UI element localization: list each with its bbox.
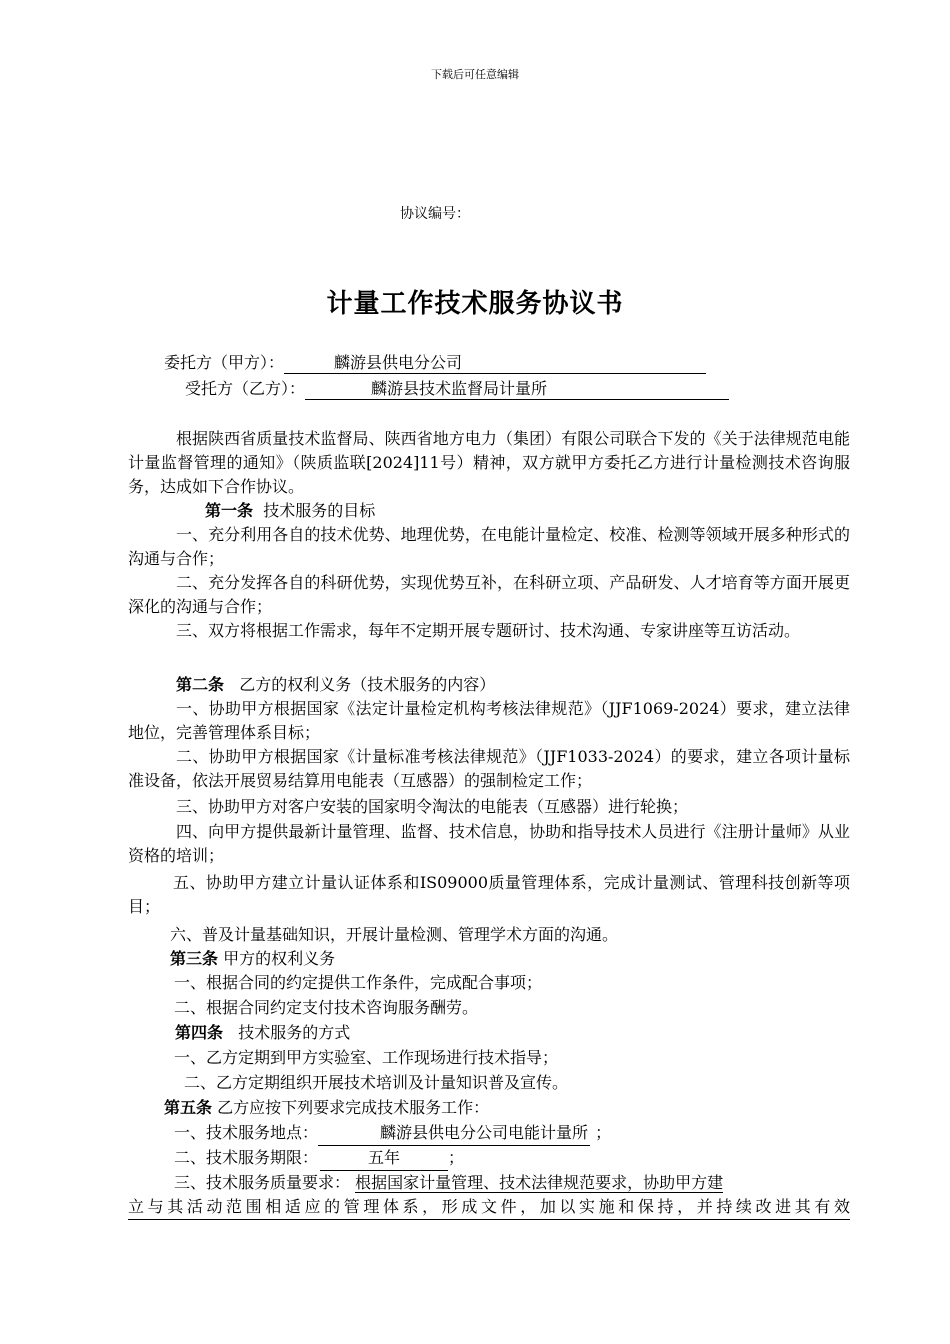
article-3-number: 第三条 — [170, 949, 219, 968]
article-4-item-1: 一、乙方定期到甲方实验室、工作现场进行技术指导； — [174, 1048, 559, 1067]
article-2-item-5: 五、协助甲方建立计量认证体系和IS09000质量管理体系，完成计量测试、管理科技创新等项目； — [128, 873, 850, 916]
article-2-title: 乙方的权利义务（技术服务的内容） — [239, 675, 496, 694]
article-1-item-3: 三、双方将根据工作需求，每年不定期开展专题研讨、技术沟通、专家讲座等互访活动。 — [176, 621, 801, 640]
article-2-item-4: 四、向甲方提供最新计量管理、监督、技术信息，协助和指导技术人员进行《注册计量师》从业资格的培训； — [128, 822, 850, 865]
service-period-label: 二、技术服务期限： — [174, 1148, 319, 1167]
service-quality-line-2 — [128, 1195, 850, 1220]
service-quality-line — [174, 1171, 723, 1195]
article-3-title: 甲方的权利义务 — [223, 949, 336, 968]
preamble-paragraph: 根据陕西省质量技术监督局、陕西省地方电力（集团）有限公司联合下发的《关于法律规范电能计量监督管理的通知》（陕质监联[2024]11号）精神，双方就甲方委托乙方进行计量检测技术咨询服务，达成如下合作协议。 — [128, 429, 850, 496]
article-4-heading — [175, 1021, 350, 1045]
article-2-number: 第二条 — [176, 675, 225, 694]
service-quality-value-2: 立与其活动范围相适应的管理体系，形成文件，加以实施和保持，并持续改进其有效 — [128, 1195, 850, 1220]
service-quality-label: 三、技术服务质量要求： — [174, 1173, 351, 1192]
article-1-number: 第一条 — [205, 501, 254, 520]
article-5-number: 第五条 — [164, 1098, 213, 1117]
article-2-heading — [176, 673, 495, 697]
party-a-value: 麟游县供电分公司 — [284, 353, 706, 374]
service-location-value: 麟游县供电分公司电能计量所 — [318, 1121, 590, 1146]
party-b-label: 受托方（乙方）： — [185, 379, 306, 398]
article-3-item-2: 二、根据合同约定支付技术咨询服务酬劳。 — [174, 998, 479, 1017]
service-period-value: 五年 — [320, 1146, 448, 1171]
article-2-item-1: 一、协助甲方根据国家《法定计量检定机构考核法律规范》（JJF1069-2024）要求，建立法律地位，完善管理体系目标； — [128, 699, 850, 742]
article-3-heading — [170, 947, 335, 971]
article-5-heading — [164, 1096, 489, 1120]
party-b-line — [185, 376, 729, 400]
article-1-heading — [205, 499, 375, 523]
service-location-label: 一、技术服务地点： — [174, 1123, 319, 1142]
service-period-line — [174, 1146, 464, 1171]
article-2-item-2: 二、协助甲方根据国家《计量标准考核法律规范》（JJF1033-2024）的要求，建立各项计量标准设备，依法开展贸易结算用电能表（互感器）的强制检定工作； — [128, 747, 850, 790]
service-quality-value-1: 根据国家计量管理、技术法律规范要求，协助甲方建 — [355, 1173, 724, 1192]
article-2-item-6: 六、普及计量基础知识，开展计量检测、管理学术方面的沟通。 — [170, 925, 619, 944]
article-1-item-1: 一、充分利用各自的技术优势、地理优势，在电能计量检定、校准、检测等领域开展多种形式的沟通与合作； — [128, 525, 850, 568]
header-note: 下载后可任意编辑 — [431, 68, 519, 81]
article-3-item-1: 一、根据合同的约定提供工作条件，完成配合事项； — [174, 973, 543, 992]
service-period-end: ； — [448, 1148, 465, 1167]
document-title: 计量工作技术服务协议书 — [326, 289, 624, 319]
article-4-item-2: 二、乙方定期组织开展技术培训及计量知识普及宣传。 — [184, 1073, 569, 1092]
service-location-end: ； — [595, 1123, 612, 1142]
article-2-item-3: 三、协助甲方对客户安装的国家明令淘汰的电能表（互感器）进行轮换； — [176, 797, 689, 816]
party-b-value: 麟游县技术监督局计量所 — [305, 379, 729, 400]
article-1-item-2: 二、充分发挥各自的科研优势，实现优势互补，在科研立项、产品研发、人才培育等方面开展更深化的沟通与合作； — [128, 573, 850, 616]
party-a-line — [164, 350, 706, 374]
party-a-label: 委托方（甲方）： — [164, 353, 285, 372]
article-4-number: 第四条 — [175, 1023, 224, 1042]
article-1-title: 技术服务的目标 — [263, 501, 376, 520]
service-location-line — [174, 1121, 611, 1146]
agreement-number-label: 协议编号： — [400, 206, 470, 222]
article-4-title: 技术服务的方式 — [238, 1023, 351, 1042]
article-5-title: 乙方应按下列要求完成技术服务工作： — [217, 1098, 490, 1117]
